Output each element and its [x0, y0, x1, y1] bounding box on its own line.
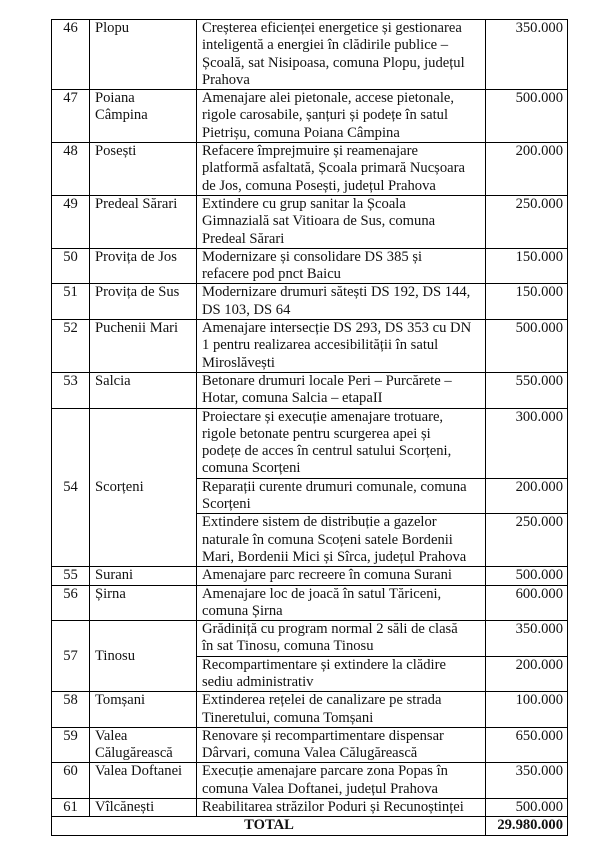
project-description — [197, 621, 486, 657]
description-line: în sat Tinosu, comuna Tinosu — [202, 638, 374, 655]
table-row — [52, 727, 568, 763]
description-line: Proiectare și execuție amenajare trotuare, — [202, 408, 444, 425]
table-row — [52, 195, 568, 248]
project-description — [197, 585, 486, 621]
description-line: Hotar, comuna Salcia – etapaII — [202, 390, 383, 407]
row-number: 60 — [52, 763, 90, 799]
project-description — [197, 284, 486, 320]
locality-name — [90, 585, 197, 621]
description-line: Amenajare intersecție DS 293, DS 353 cu DN — [202, 320, 472, 337]
document-page — [51, 19, 568, 836]
project-description — [197, 656, 486, 692]
project-value: 250.000 — [486, 514, 568, 567]
description-line: Dârvari, comuna Valea Călugărească — [202, 745, 418, 762]
row-number: 51 — [52, 284, 90, 320]
project-value: 500.000 — [486, 320, 568, 373]
table-row — [52, 567, 568, 585]
row-number: 49 — [52, 195, 90, 248]
description-line: Predeal Sărari — [202, 230, 285, 247]
description-line: Execuție amenajare parcare zona Popas în — [202, 763, 448, 780]
description-line: Gimnazială sat Vitioara de Sus, comuna — [202, 213, 436, 230]
locality-name — [90, 143, 197, 196]
description-line: Betonare drumuri locale Peri – Purcărete – — [202, 372, 452, 389]
table-row — [52, 621, 568, 657]
table-body — [52, 20, 568, 817]
description-line: refacere pod pnct Baicu — [202, 266, 341, 283]
locality-line: Surani — [95, 567, 134, 584]
description-line: Grădiniță cu program normal 2 săli de clasă — [202, 621, 458, 638]
locality-line: Predeal Sărari — [95, 195, 178, 212]
row-number: 48 — [52, 143, 90, 196]
locality-name — [90, 284, 197, 320]
table-row — [52, 585, 568, 621]
description-line: Extindere sistem de distribuție a gazelor — [202, 514, 437, 531]
project-description — [197, 143, 486, 196]
locality-line: Șirna — [95, 585, 126, 602]
table-row — [52, 372, 568, 408]
description-line: Amenajare alei pietonale, accese pietonale, — [202, 90, 455, 107]
table-row — [52, 20, 568, 90]
description-line: Modernizare și consolidare DS 385 și — [202, 248, 423, 265]
project-description — [197, 514, 486, 567]
locality-line: Provița de Jos — [95, 248, 177, 265]
description-line: podețe de acces în centrul satului Scorțeni, — [202, 443, 452, 460]
project-value: 200.000 — [486, 478, 568, 514]
description-line: de Jos, comuna Posești, județul Prahova — [202, 177, 436, 194]
locality-name — [90, 248, 197, 284]
row-number: 59 — [52, 727, 90, 763]
description-line: comuna Șirna — [202, 602, 283, 619]
project-description — [197, 727, 486, 763]
locality-line: Tomșani — [95, 692, 146, 709]
row-number: 61 — [52, 799, 90, 817]
project-value: 350.000 — [486, 621, 568, 657]
project-value: 300.000 — [486, 408, 568, 478]
description-line: Extinderea rețelei de canalizare pe strada — [202, 692, 442, 709]
project-description — [197, 320, 486, 373]
project-description — [197, 799, 486, 817]
description-line: platformă asfaltată, Școala primară Nucșoara — [202, 160, 465, 177]
locality-name — [90, 692, 197, 728]
project-description — [197, 408, 486, 478]
project-description — [197, 692, 486, 728]
locality-name — [90, 90, 197, 143]
project-value: 250.000 — [486, 195, 568, 248]
description-line: rigole betonate pentru scurgerea apei și — [202, 425, 431, 442]
row-number: 46 — [52, 20, 90, 90]
row-number: 56 — [52, 585, 90, 621]
description-line: Amenajare parc recreere în comuna Surani — [202, 567, 452, 584]
table-row — [52, 248, 568, 284]
locality-line: Posești — [95, 143, 137, 160]
row-number: 54 — [52, 408, 90, 567]
description-line: Amenajare loc de joacă în satul Tăriceni, — [202, 585, 442, 602]
locality-line: Vîlcănești — [95, 799, 155, 816]
locality-name — [90, 621, 197, 692]
table-row — [52, 284, 568, 320]
description-line: DS 103, DS 64 — [202, 301, 291, 318]
description-line: Recompartimentare și extindere la clădire — [202, 656, 446, 673]
investments-table — [51, 19, 568, 836]
row-number: 58 — [52, 692, 90, 728]
description-line: Creșterea eficienței energetice și gestionarea — [202, 20, 462, 36]
table-row — [52, 143, 568, 196]
locality-line: Poiana — [95, 90, 135, 107]
description-line: Școală, sat Nisipoasa, comuna Plopu, județul — [202, 54, 465, 71]
locality-name — [90, 763, 197, 799]
row-number: 52 — [52, 320, 90, 373]
description-line: Renovare și recompartimentare dispensar — [202, 727, 444, 744]
description-line: Prahova — [202, 71, 250, 88]
row-number: 57 — [52, 621, 90, 692]
locality-line: Câmpina — [95, 107, 148, 124]
project-value: 200.000 — [486, 656, 568, 692]
description-line: Pietrișu, comuna Poiana Câmpina — [202, 124, 400, 141]
description-line: inteligentă a energiei în clădirile publice – — [202, 37, 449, 54]
description-line: sediu administrativ — [202, 673, 314, 690]
locality-line: Scorțeni — [95, 478, 144, 495]
table-row — [52, 90, 568, 143]
locality-line: Provița de Sus — [95, 284, 180, 301]
description-line: Miroslăvești — [202, 354, 275, 371]
project-value: 150.000 — [486, 248, 568, 284]
locality-name — [90, 567, 197, 585]
project-value: 350.000 — [486, 20, 568, 90]
description-line: Refacere împrejmuire și reamenajare — [202, 143, 418, 160]
project-value: 500.000 — [486, 90, 568, 143]
description-line: Mari, Bordenii Mici și Sîrca, județul Prahova — [202, 548, 467, 565]
locality-line: Puchenii Mari — [95, 320, 179, 337]
description-line: rigole carosabile, șanțuri și podețe în satul — [202, 107, 448, 124]
table-row — [52, 692, 568, 728]
project-value: 550.000 — [486, 372, 568, 408]
project-value: 500.000 — [486, 799, 568, 817]
project-description — [197, 20, 486, 90]
project-description — [197, 248, 486, 284]
table-row — [52, 320, 568, 373]
description-line: Reparații curente drumuri comunale, comuna — [202, 478, 467, 495]
locality-name — [90, 195, 197, 248]
description-line: Modernizare drumuri sătești DS 192, DS 144, — [202, 284, 471, 301]
project-description — [197, 567, 486, 585]
locality-line: Salcia — [95, 372, 131, 389]
project-description — [197, 372, 486, 408]
project-description — [197, 90, 486, 143]
project-value: 650.000 — [486, 727, 568, 763]
locality-name — [90, 320, 197, 373]
description-line: comuna Scorțeni — [202, 460, 301, 477]
table-row — [52, 763, 568, 799]
locality-line: Plopu — [95, 20, 130, 36]
description-line: Tineretului, comuna Tomșani — [202, 709, 374, 726]
locality-name — [90, 408, 197, 567]
total-value: 29.980.000 — [486, 817, 568, 835]
locality-line: Tinosu — [95, 647, 136, 664]
locality-line: Valea — [95, 727, 128, 744]
description-line: naturale în comuna Scoțeni satele Bordenii — [202, 531, 453, 548]
project-value: 200.000 — [486, 143, 568, 196]
project-value: 350.000 — [486, 763, 568, 799]
table-row — [52, 799, 568, 817]
project-description — [197, 763, 486, 799]
locality-name — [90, 727, 197, 763]
total-row — [52, 817, 568, 835]
project-value: 500.000 — [486, 567, 568, 585]
locality-line: Călugărească — [95, 745, 173, 762]
locality-name — [90, 20, 197, 90]
locality-line: Valea Doftanei — [95, 763, 183, 780]
description-line: Reabilitarea străzilor Poduri și Recunoștinței — [202, 799, 464, 816]
total-label: TOTAL — [52, 817, 486, 835]
project-description — [197, 195, 486, 248]
row-number: 55 — [52, 567, 90, 585]
description-line: 1 pentru realizarea accesibilității în satul — [202, 337, 439, 354]
project-value: 150.000 — [486, 284, 568, 320]
description-line: comuna Valea Doftanei, județul Prahova — [202, 780, 438, 797]
row-number: 53 — [52, 372, 90, 408]
project-value: 100.000 — [486, 692, 568, 728]
locality-name — [90, 372, 197, 408]
project-description — [197, 478, 486, 514]
description-line: Extindere cu grup sanitar la Școala — [202, 195, 406, 212]
table-row — [52, 408, 568, 478]
project-value: 600.000 — [486, 585, 568, 621]
row-number: 47 — [52, 90, 90, 143]
row-number: 50 — [52, 248, 90, 284]
description-line: Scorțeni — [202, 496, 251, 513]
locality-name — [90, 799, 197, 817]
